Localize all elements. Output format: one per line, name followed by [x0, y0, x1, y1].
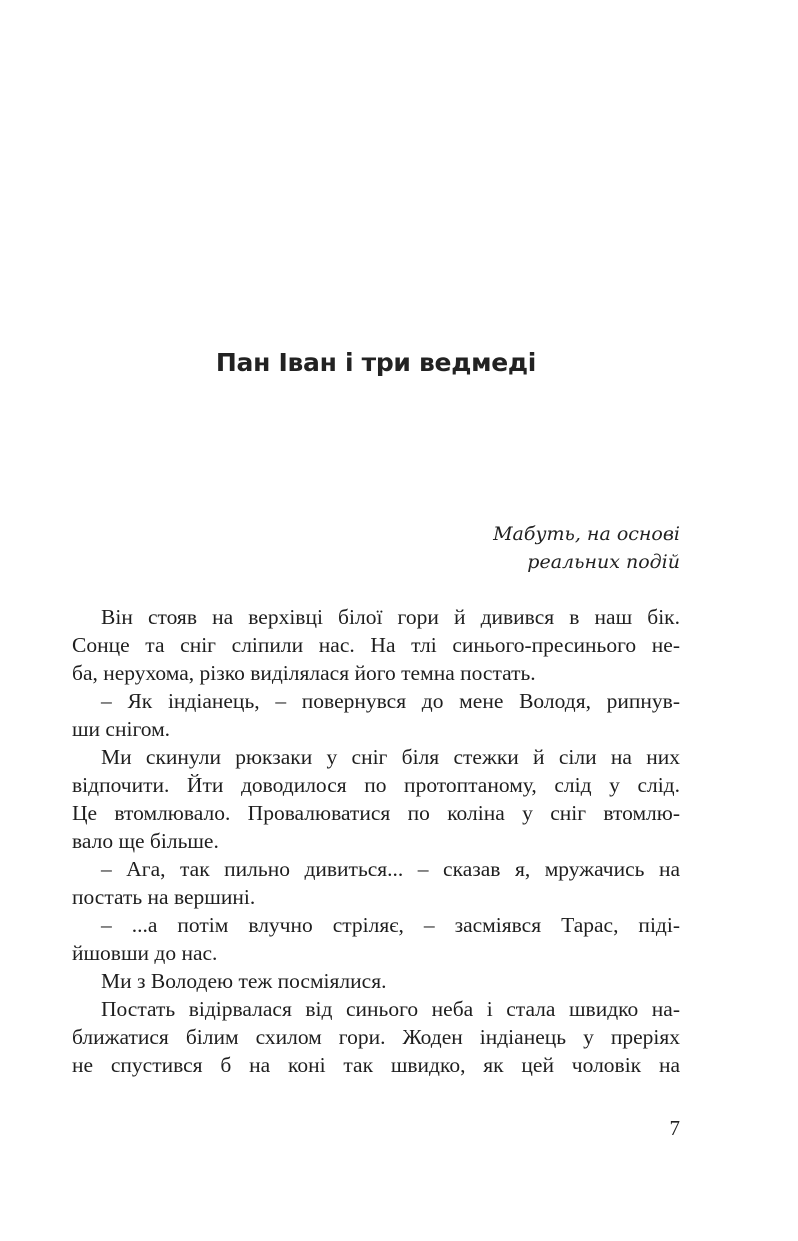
text-line: Сонце та сніг сліпили нас. На тлі синього-пресинього не- — [72, 633, 680, 657]
body-text — [72, 603, 680, 1079]
text-line: не спустився б на коні так швидко, як цей чоловік на — [72, 1053, 680, 1077]
epigraph-line: Мабуть, на основі — [493, 523, 680, 545]
text-line: вало ще більше. — [72, 829, 219, 853]
text-line: – Як індіанець, – повернувся до мене Володя, рипнув- — [101, 689, 680, 713]
text-line: ближатися білим схилом гори. Жоден індіанець у преріях — [72, 1025, 680, 1049]
text-line: Ми з Володею теж посміялися. — [101, 969, 387, 993]
text-line: ши снігом. — [72, 717, 171, 741]
page-number: 7 — [669, 1116, 680, 1140]
text-line: Ми скинули рюкзаки у сніг біля стежки й сіли на них — [101, 745, 680, 769]
text-line: – Ага, так пильно дивиться... – сказав я, мружачись на — [101, 857, 680, 881]
text-line: відпочити. Йти доводилося по протоптаному, слід у слід. — [72, 773, 680, 797]
epigraph-line: реальних подій — [527, 551, 680, 573]
text-line: Це втомлювало. Провалюватися по коліна у сніг втомлю- — [72, 801, 680, 825]
text-line: постать на вершині. — [72, 885, 256, 909]
chapter-title: Пан Іван і три ведмеді — [215, 348, 537, 377]
text-line: Він стояв на верхівці білої гори й дивився в наш бік. — [101, 605, 680, 629]
text-line: – ...а потім влучно стріляє, – засміявся Тарас, піді- — [101, 913, 680, 937]
text-line: Постать відірвалася від синього неба і стала швидко на- — [101, 997, 680, 1021]
text-line: ба, нерухома, різко виділялася його темна постать. — [72, 661, 536, 685]
epigraph — [493, 520, 680, 576]
text-line: йшовши до нас. — [72, 941, 218, 965]
